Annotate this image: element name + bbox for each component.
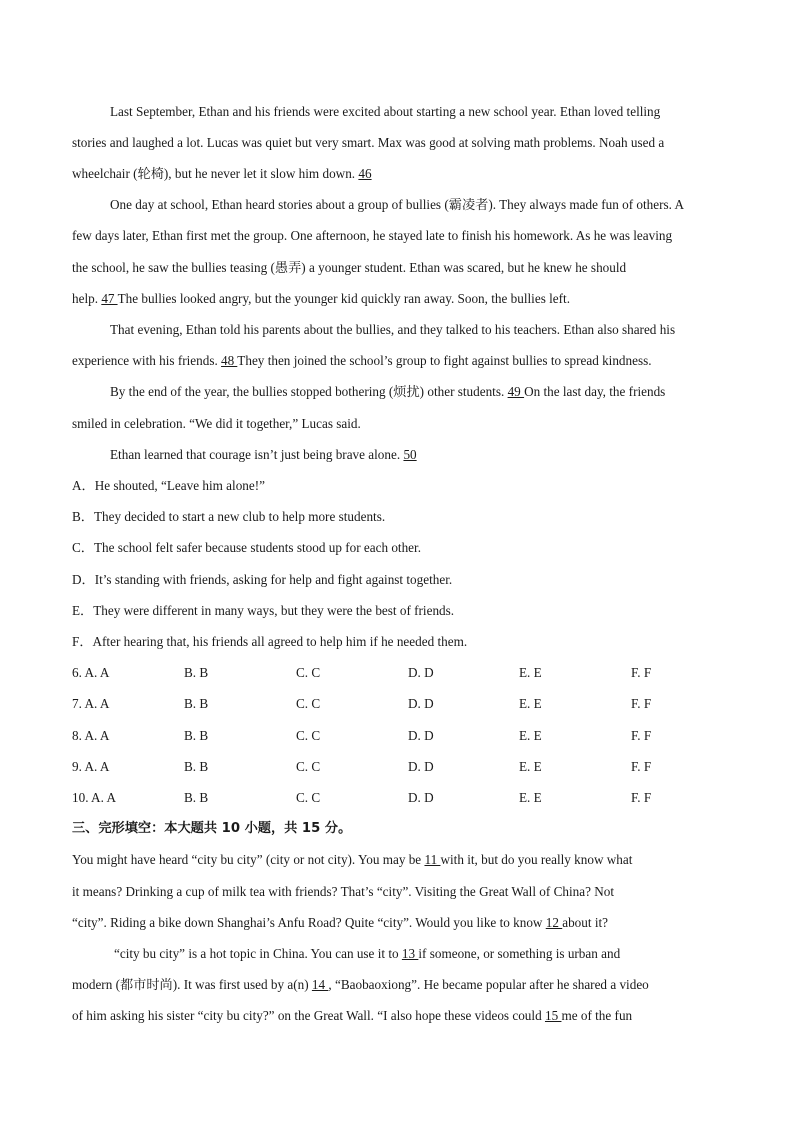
option-d[interactable]: D. D (408, 790, 434, 805)
choice-c: C．The school felt safer because students stood up for each other. (72, 540, 421, 555)
blank-46: 46 (358, 166, 372, 181)
blank-47: 47 (101, 291, 118, 306)
passage-text: “city bu city” is a hot topic in China. You can use it to (114, 946, 402, 961)
passage-line: stories and laughed a lot. Lucas was quiet but very smart. Max was good at solving math problems. Noah used a (72, 135, 665, 150)
passage-text: “city”. Riding a bike down Shanghai’s Anfu Road? Quite “city”. Would you like to know (72, 915, 546, 930)
option-f[interactable]: F. F (631, 728, 652, 743)
option-e[interactable]: E. E (519, 696, 542, 711)
passage-line: Last September, Ethan and his friends were excited about starting a new school year. Ethan loved telling (110, 104, 661, 119)
option-a[interactable]: 7. A. A (72, 696, 110, 711)
passage-text: wheelchair (轮椅), but he never let it slow him down. (72, 166, 359, 181)
passage-line (110, 445, 770, 465)
choice-a: A．He shouted, “Leave him alone!” (72, 478, 265, 493)
passage-text: with it, but do you really know what (440, 852, 633, 867)
blank-50: 50 (403, 447, 417, 462)
blank-49: 49 (507, 384, 525, 399)
passage-line (114, 944, 774, 964)
passage-text: You might have heard “city bu city” (city or not city). You may be (72, 852, 425, 867)
passage-text: me of the fun (561, 1008, 633, 1023)
passage-text: By the end of the year, the bullies stopped bothering (烦扰) other students. (110, 384, 508, 399)
option-d[interactable]: D. D (408, 665, 434, 680)
option-b[interactable]: B. B (184, 696, 209, 711)
passage-text: They then joined the school’s group to fight against bullies to spread kindness. (237, 353, 652, 368)
passage-line: One day at school, Ethan heard stories about a group of bullies (霸凌者). They always made fun of others. A (110, 197, 685, 212)
option-f[interactable]: F. F (631, 759, 652, 774)
passage-line (72, 164, 732, 184)
option-f[interactable]: F. F (631, 790, 652, 805)
blank-12: 12 (545, 915, 563, 930)
passage-text: modern (都市时尚). It was first used by a(n) (72, 977, 312, 992)
answer-row-6 (72, 663, 732, 683)
choice-b: B．They decided to start a new club to help more students. (72, 509, 386, 524)
blank-11: 11 (424, 852, 441, 867)
passage-text: The bullies looked angry, but the younger kid quickly ran away. Soon, the bullies left. (117, 291, 570, 306)
blank-15: 15 (544, 1008, 562, 1023)
option-a[interactable]: 9. A. A (72, 759, 110, 774)
option-c[interactable]: C. C (296, 790, 321, 805)
passage-line (72, 850, 732, 870)
blank-48: 48 (221, 353, 238, 368)
option-d[interactable]: D. D (408, 759, 434, 774)
passage-line: it means? Drinking a cup of milk tea with friends? That’s “city”. Visiting the Great Wall of China? Not (72, 884, 614, 899)
passage-line (72, 289, 732, 309)
choice-f: F．After hearing that, his friends all agreed to help him if he needed them. (72, 634, 468, 649)
passage-text: , “Baobaoxiong”. He became popular after he shared a video (328, 977, 649, 992)
option-a[interactable]: 8. A. A (72, 728, 110, 743)
option-f[interactable]: F. F (631, 696, 652, 711)
choice-d: D．It’s standing with friends, asking for help and fight against together. (72, 572, 453, 587)
passage-line (72, 913, 732, 933)
answer-row-7 (72, 694, 732, 714)
option-a[interactable]: 6. A. A (72, 665, 110, 680)
passage-text: help. (72, 291, 102, 306)
option-b[interactable]: B. B (184, 665, 209, 680)
option-a[interactable]: 10. A. A (72, 790, 116, 805)
passage-line (72, 351, 732, 371)
passage-line: That evening, Ethan told his parents about the bullies, and they talked to his teachers. Ethan also shared his (110, 322, 676, 337)
option-c[interactable]: C. C (296, 759, 321, 774)
choice-e: E．They were different in many ways, but they were the best of friends. (72, 603, 455, 618)
passage-line (110, 382, 770, 402)
option-e[interactable]: E. E (519, 665, 542, 680)
passage-text: if someone, or something is urban and (418, 946, 621, 961)
option-c[interactable]: C. C (296, 696, 321, 711)
blank-14: 14 (311, 977, 329, 992)
option-b[interactable]: B. B (184, 759, 209, 774)
answer-row-8 (72, 726, 732, 746)
option-c[interactable]: C. C (296, 665, 321, 680)
passage-line (72, 975, 732, 995)
option-b[interactable]: B. B (184, 728, 209, 743)
option-e[interactable]: E. E (519, 728, 542, 743)
passage-line: smiled in celebration. “We did it together,” Lucas said. (72, 416, 361, 431)
option-d[interactable]: D. D (408, 696, 434, 711)
passage-line: few days later, Ethan first met the group. One afternoon, he stayed late to finish his homework. As he was leaving (72, 228, 673, 243)
passage-line (72, 1006, 732, 1026)
answer-row-9 (72, 757, 732, 777)
option-f[interactable]: F. F (631, 665, 652, 680)
passage-text: experience with his friends. (72, 353, 222, 368)
passage-text: Ethan learned that courage isn’t just being brave alone. (110, 447, 404, 462)
answer-row-10 (72, 788, 732, 808)
option-b[interactable]: B. B (184, 790, 209, 805)
option-e[interactable]: E. E (519, 790, 542, 805)
option-c[interactable]: C. C (296, 728, 321, 743)
section-heading: 三、完形填空：本大题共 10 小题，共 15 分。 (72, 821, 352, 836)
option-d[interactable]: D. D (408, 728, 434, 743)
blank-13: 13 (401, 946, 419, 961)
passage-text: about it? (562, 915, 608, 930)
passage-text: On the last day, the friends (524, 384, 666, 399)
passage-text: of him asking his sister “city bu city?” on the Great Wall. “I also hope these videos could (72, 1008, 545, 1023)
option-e[interactable]: E. E (519, 759, 542, 774)
passage-line: the school, he saw the bullies teasing (愚弄) a younger student. Ethan was scared, but he knew he should (72, 260, 627, 275)
